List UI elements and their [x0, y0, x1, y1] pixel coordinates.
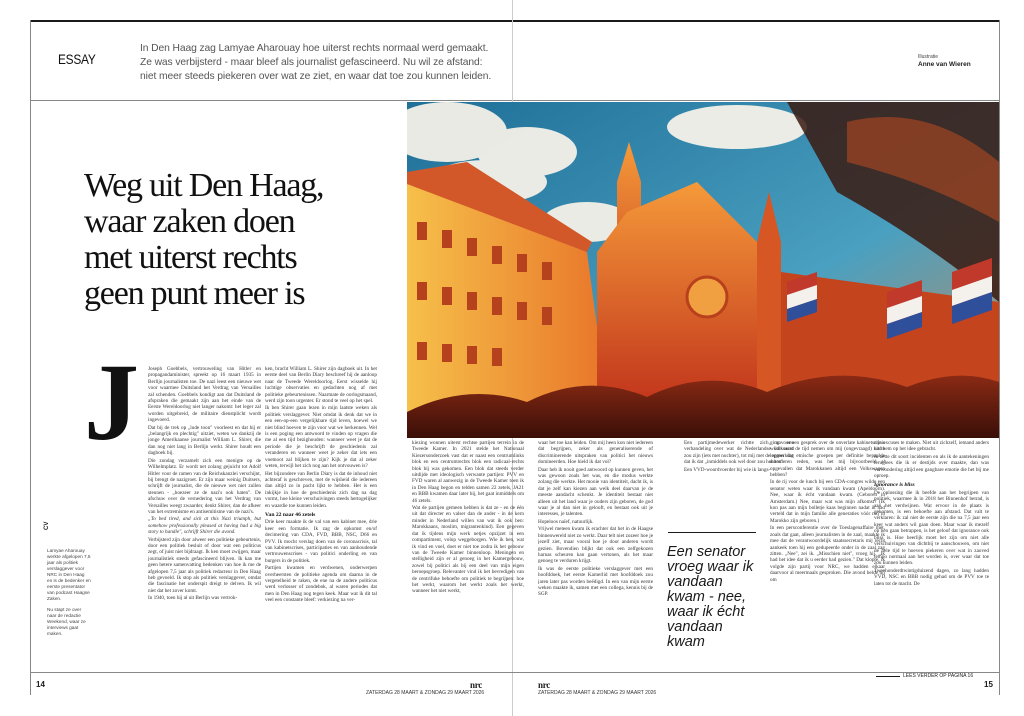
paragraph: Drie keer maakte ik de val van een kabinet mee, drie keer een formatie. Ik zag de opkomst en/of decimering van CDA, FVD, BBB, NSC, D66 en PVV. Ik mocht verslag doen van de coronacrisis, tal van kabinetscrises, participaties en van aanhoudende vertrouwenscrises - van politici onderling en van burgers in de politiek. — [265, 519, 377, 564]
paragraph: In een persconferentie over de Toeslagenaffaire met, zoals dat gaat, alleen journalisten in de zaal, maakte ik mee dat de verantwoordelijk staatssecretaris mij recht aankeek toen hij een gedupeerde onder in de zaal zag zitten. „Nee", zei ik. „Misschien niet", vroeg hij. „Ik had het idee dat ik u eerder had gezien." Dat klopte, ik volgde zijn partij voor NRC, we hadden elkaar daarvoor al meermaals gesproken. Die avond belde hij om — [770, 525, 885, 583]
paragraph: Ik was de eerste politieke verslaggever met een hoofddoek, het eerste Kamerlid met hoofddoek zou jaren later pas worden beëdigd. In een van mijn eerste weken maakte ik, samen met een collega, kennis bij de SGP. — [538, 565, 653, 598]
article-column-1 — [148, 366, 261, 671]
footer-date-left: ZATERDAG 28 MAART & ZONDAG 29 MAART 2026 — [366, 690, 485, 696]
headline-line: waar zaken doen — [84, 203, 295, 240]
section-label: ESSAY — [58, 51, 96, 67]
article-column-7 — [874, 440, 989, 672]
headline-line: met uiterst rechts — [84, 239, 297, 276]
cv-label: CV — [44, 521, 50, 530]
headline-line: Weg uit Den Haag, — [84, 167, 324, 204]
paragraph: kiezing wonnen uiterst rechtse partijen terrein in de Tweede Kamer. In 2021 stelde het Nationaal Kiezersonderzoek vast dat er naast een centrumlinks blok en een centrumrechts blok een radicaal-rechts blok bij was gekomen. Een blok dat steeds verder uitdijde met ideologisch verwante partijen: PVV en FVD waren al aanwezig in de Tweede Kamer toen ik in Den Haag begon en telden samen 22 zetels, JA21 en BBB kwamen daar later bij, het gaat inmiddels om 46 zetels. — [412, 440, 524, 504]
nrc-logo-left: nrc — [470, 680, 482, 690]
paragraph: De oplossing die ik beefde aan het begrijpen van politiek, waarmee ik in 2018 het Binnenhof betrad, is aan het verdwijnen. Wat ervoor in de plaats is gekomen, is een behoefte aan afstand. Dat valt te verklaren: ik zal niet de eerste zijn die na 7,5 jaar een keer wat anders wil gaan doen. Maar waar ik mezelf op ben gaan betrappen, is het geloof dat ignorance ook bliss is. Hoe heerlijk moet het zijn om niet alle verschuivingen van dichtbij te aanschouwen, om niet de hele tijd te hoeven piekeren over wat in zaoved tempo normaal aan het worden is, over waar dat toe zou kunnen leiden. — [874, 489, 989, 567]
quote-rule — [668, 532, 756, 533]
intro-line: Ze was verbijsterd - maar bleef als journalist gefascineerd. Nu wil ze afstand: — [140, 57, 483, 68]
paragraph: Het bijzondere van Berlin Diary is dat de inhoud niet achteraf is geschreven, met de wijsheid die iedereen dan altijd zo in pacht lijkt te hebben. Het is een inkijkje in hoe de geschiedenis zich dag na dag vormt, hoe kleine verschuivingen steeds hertogelijker en waardie toe kunnen leiden. — [265, 470, 377, 509]
paragraph: Daar heb ik nooit goed antwoord op kunnen geven, het was gewoon zoals het was, en die modus werkte zolang die werkte. Het mooie van identiteit, dacht ik, is dat je zelf kan kiezen aan welk deel daarvan je de meeste aandacht schenkt. Je identiteit bestaat niet alleen uit het land waar je ouders zijn geboren, de god waar je al dan niet in gelooft, en bestaat ook uit je interesses, je talenten. — [538, 466, 653, 518]
paragraph: Wat de partijen gemeen hebben is dat ze - en de één uit dat directer en valser dan de ander - in de kern minder in Nederland willen van wat ik ook ben: Marokkaans, moslim, migrantenkind). Een gegeven dat ik tijdens mijn werk netjes opzijzet in een compartiment, volop weggeborgen. Wie ik ben, wat ik vind en voel, doet er niet toe zodra ik het gebouw van de Tweede Kamer binnenloop. Meningen en stelligheid zijn er al genoeg in het Kamergebouw, zowel bij politici als bij een deel van mijn eigen beroepsgroep. Relevanter vind ik het bevredigen van de centrifuke behoefte om politiek te begrijpen: hoe het werkt, waarom het werkt zoals het werkt, wanneer het niet werkt, — [412, 505, 524, 595]
intro-line: In Den Haag zag Lamyae Aharouay hoe uiterst rechts normaal werd gemaakt. — [140, 43, 489, 54]
continue-link[interactable]: LEES VERDER OP PAGINA 16 — [903, 673, 974, 679]
paragraph: ging voor een gesprek over de onverlate kabinetscrisis wilde eerst de tijd nemen om mij (ongevraagd) uit te leggen dat etnische groepen per definitie bepaalde automeren reden, was het mij bijvoorbeeld al opgevallen dat Marokkanen altijd een Volkswagen hebben? — [770, 440, 885, 479]
intro-line: niet meer steeds piekeren over wat ze ziet, en waar dat toe zou kunnen leiden. — [140, 71, 492, 82]
illustrator-name: Anne van Wieren — [918, 61, 971, 68]
article-column-2 — [265, 366, 377, 671]
rose-window — [687, 277, 727, 317]
footer-rule — [30, 672, 1000, 673]
paragraph: Ik zette dit soort incidenten en als ik de aantekeningen teruglees die ik er destijds over maakte, dan was verwondering altijd een gangbare emotie die het bij me oproep. — [874, 453, 989, 480]
headline-line: geen punt meer is — [84, 275, 305, 312]
headline — [84, 168, 394, 312]
article-column-6 — [770, 440, 885, 672]
paragraph: Dat bij de trek op „lude toon" voorleest en dat hij er „belangrijk en plechtig" uitziet, weten we dankzij de jonge Amerikaanse journalist William L. Shirer, die dan nog niet lang in Berlijn werkt. Shirer houdt een dagboek bij. — [148, 424, 261, 457]
paragraph: In de rij voor de lunch bij een CDA-congres wilde een senator weten waar ik vandaan kwam (Apeldoorn). Nee, waar ik écht vandaan kwam. (Geboren in Amsterdam.) Nee, maar wat was mijn afkomst? (Ik kon pas aan mijn bolletje kaas beginnen nadat ik had verteld dat in mijn familie alle generaties vóór mij in Marokko zijn geboren.) — [770, 479, 885, 524]
paragraph: Een partijmedewerker richtte zich, na een verhandeling over wat de Nederlandse volksaard zou zijn (iets met nuchter), tot mij met de opmerking dat ik dat „inmiddels ook wel door zou hebben". — [684, 440, 794, 466]
nrc-logo-right: nrc — [538, 680, 550, 690]
subheading: Van 22 naar 46 zetels — [265, 511, 316, 518]
cv-paragraph: Lamyae Aharouay werkte afgelopen 7,5 jaar als politiek verslaggever voor NRC in Den Haag en is de bedenker en eerste presentator van podcast Haagse Zaken. — [47, 548, 91, 601]
paragraph: Hopeloos naïef, natuurlijk. — [538, 518, 594, 525]
cv-sidebar — [47, 548, 91, 642]
cv-paragraph: Nu stapt ze over naar de redactie Weekend, waar ze interviews gaat maken. — [47, 607, 86, 636]
drop-cap: J — [84, 341, 139, 463]
paragraph: waar het toe kan leiden. Om mij heen kon niet iedereen dat begrijpen, zeker als generaliserende of discriminerende uitspraken van politici het nieuws domineerden. Hoe hield ik dat vol? — [538, 440, 653, 466]
paragraph: Die zondag verzamelt zich een menigte op de Wilhelmplatz. Er wordt net zolang gejuicht tot Adolf Hitler voor de ramen van de Reichskanzlei verschijnt, bij brengt de nazigroet. Er zijn maar weinig Duitsers, schrijft de journalist, die de nieuwe wet niet zullen steunen - „hoezeer ze de nazi's ook haten". De afschuw over de vernedering van het Verdrag van Versailles weegt zwaarder, denkt Shirer, dan de afkeer van het extremisme en antisemitisme van de nazi's. — [148, 457, 261, 515]
right-frame-lower — [999, 100, 1000, 695]
page-number-right: 15 — [984, 680, 993, 689]
page-number-left: 14 — [36, 680, 45, 689]
subheading: Ignorance is bliss — [874, 482, 915, 489]
left-frame-lower — [30, 100, 31, 695]
paragraph: Ik ben Shirer gaan lezen in mijn laatste weken als politiek verslaggever. Niet omdat ik denk dat we in een een-op-een vergelijkbare tijd leven, hoewel we niet blind hoeven te zijn voor wat we herkennen. Wel is een poging een antwoord te vinden op vragen die me al een tijd bezighouden: wanneer weet je dat de periode die je beschrijft de geschiedenis zal veranderen en wanneer weet je zeker dat iets een voetnoot zal blijken te zijn? Kijk je dat al zeker weten, terwijl het zich nog aan het ontvouwen is? — [265, 405, 377, 470]
paragraph: zijn excuses te maken. Niet uit zichzelf, iemand anders had hem op het idee gebracht. — [874, 440, 989, 453]
article-column-3 — [412, 440, 524, 672]
paragraph: Joseph Goebbels, vertrouweling van Hitler en propagandaminister, spreekt op 16 maart 1935 in Berlijn journalisten toe. De nazi leest een nieuwe wet voor waarmee Duitsland het Verdrag van Versailles zal schenden. Goebbels kondigt aan dat Duitsland de afspraken die gemaakt zijn aan het einde van de Eerste Wereldoorlog niet langer nakomt: het leger zal worden uitgebreid, de militaire dienstplicht wordt ingevoerd. — [148, 366, 261, 424]
article-column-4 — [538, 440, 653, 672]
illustration-label: Illustratie — [918, 54, 939, 60]
header-rule — [30, 100, 1000, 101]
pull-quote: Een senator vroeg waar ik vandaan kwam - nee, waar ik écht vandaan kwam — [667, 544, 754, 650]
continue-rule — [876, 676, 900, 677]
top-rule — [30, 20, 1000, 22]
paragraph: Vrijwel meteen kwam ik erachter dat het in de Haagse binnenwereld niet zo werkt. Daar telt niet zozeer hoe je jezelf ziet, maar vooral hoe je door anderen wordt gezien. Bovendien blijkt dat ook een zelfgekozen harnas scheuren kan gaan vertonen, als het maar genoeg te verduren krijgt. — [538, 526, 653, 565]
paragraph: ken, bracht William L. Shirer zijn dagboek uit. In het eerste deel van Berlin Diary beschreef hij de aanloop naar de Tweede Wereldoorlog. Eerst wisselde hij luchtige observaties en gedachten nog af met politieke gebeurtenissen. Naarmate de oorlogsmaand, werd zijn toon urgenter. Er stond te veel op het spel. — [265, 366, 377, 405]
footer-date-right: ZATERDAG 28 MAART & ZONDAG 29 MAART 2026 — [538, 690, 657, 696]
left-frame — [30, 20, 31, 100]
paragraph: In 1940, toen hij al uit Berlijn was vertrok- — [148, 595, 238, 602]
paragraph: Een VVD-woordvoerder bij wie ik langs- — [684, 466, 771, 473]
binnenhof-illustration — [407, 102, 999, 438]
intro-text — [140, 42, 512, 84]
paragraph: Partijen kwamen en verdwenen, onderwerpen overheersten de politieke agenda om daarna in de vergetelheid te raken, de ene na de andere politicus werd verlosser of zondebok, al waren periodes dat men in Den Haag nog tegen keek. Maar wat ik dit tal veel een constante bleef: verkiezing na ver- — [265, 565, 377, 604]
paragraph: Verbijsterd zijn door alweer een politieke gebeurtenis, door een politiek besluit of door wat een politicus zegt, of juist niet bijdraagt. Ik ken moet zwijgen, maar journalistiek steeds gefascineerd blijven. Ik kan me geen betere samenvatting bedenken van hoe ik me de afgelopen 7,5 jaar als politiek redacteur in Den Haag heb gevoeld. Ik stop als politiek verslaggever, omdat die fascinatie het onderspit dreigt te delven. Ik wil niet dat het zover komt. — [148, 536, 261, 594]
paragraph: Tweehonderdtwintigduizend dagen, zo lang hadden VVD, NSC en BBB nodig gehad om de PVV toe te laten tot de macht. De — [874, 567, 989, 587]
right-frame — [999, 20, 1000, 100]
paragraph: „To bed tired, and sick at this Nazi triumph, but somehow professionally pleased at having had a big story to handle", schrijft Shirer die avond. — [148, 516, 261, 536]
